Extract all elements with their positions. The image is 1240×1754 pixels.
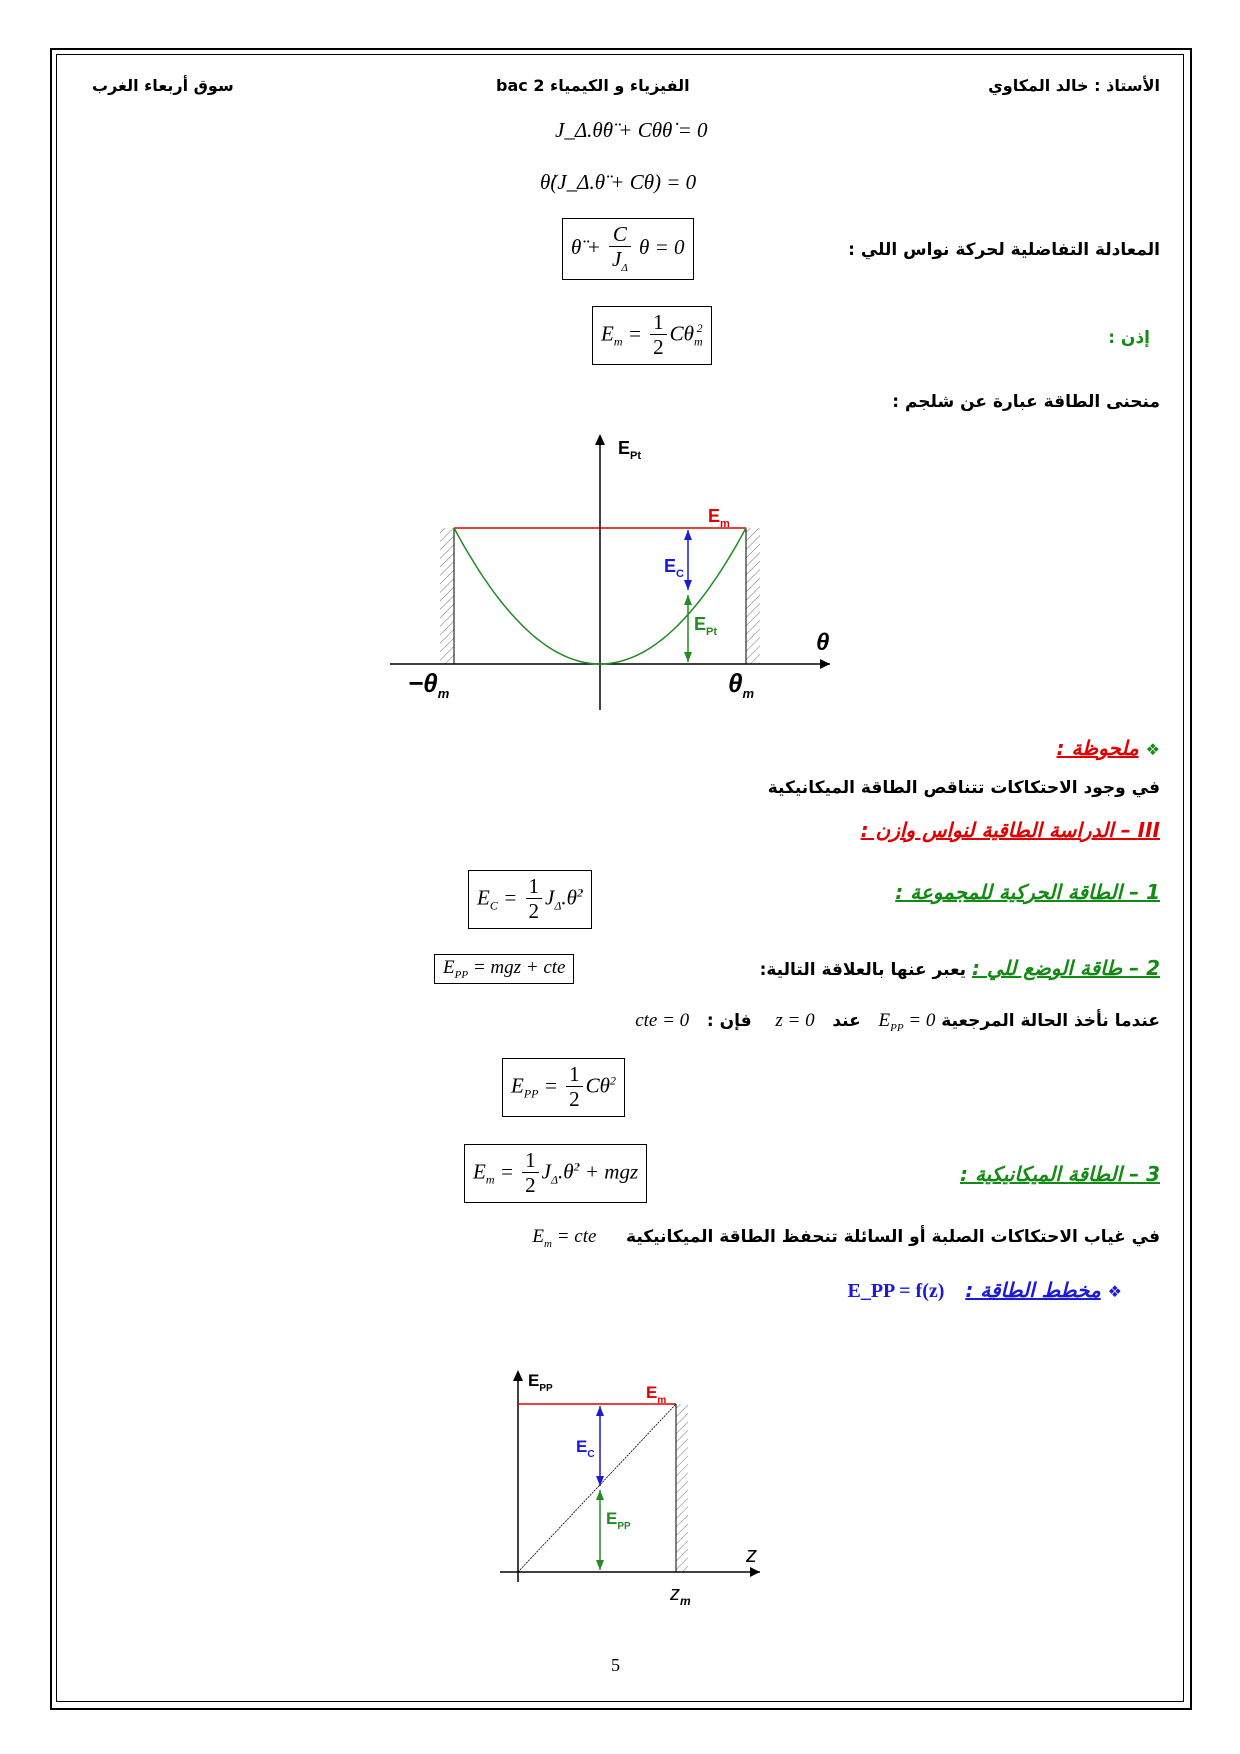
- x-axis-label: z: [746, 1542, 757, 1567]
- x-axis-arrow: [750, 1567, 760, 1577]
- left-wall-hatch: [440, 528, 454, 664]
- x-axis-label: θ: [816, 629, 830, 656]
- epp-arrow-head-top: [596, 1490, 604, 1500]
- ec-arrow-head-bottom: [684, 580, 692, 590]
- ec-arrow-head-bottom: [596, 1476, 604, 1486]
- y-axis-label: $E_{Pt}$: [618, 438, 642, 462]
- ept-label: $E_{Pt}$: [694, 614, 718, 638]
- y-axis-arrow: [595, 434, 605, 445]
- header-teacher: الأستاذ : خالد المكاوي: [988, 76, 1160, 95]
- ept-arrow-head-bottom: [684, 652, 692, 662]
- epp-label: $E_{PP}$: [606, 1509, 631, 1532]
- equation-2: θ̇(J_Δ.θ̈ + Cθ) = 0: [540, 170, 697, 194]
- neg-theta-m-label: $-\theta_m$: [408, 668, 450, 701]
- epp-line: [518, 1404, 676, 1572]
- kinetic-energy-title: 1 – الطاقة الحركية للمجموعة :: [895, 880, 1160, 904]
- curve-label: منحنى الطاقة عبارة عن شلجم :: [892, 392, 1160, 412]
- ept-arrow-head-top: [684, 595, 692, 605]
- x-axis-arrow: [820, 659, 830, 669]
- diamond-bullet-icon-2: ❖: [1107, 1282, 1122, 1301]
- note-text: في وجود الاحتكاكات تتناقص الطاقة الميكانيكية: [767, 778, 1160, 798]
- wall-hatch: [676, 1404, 688, 1572]
- kinetic-energy-box: $E_C$ = $\frac{1}{2}$ $J_\Delta.\thetȧ^2$: [468, 870, 592, 929]
- em-label: $E_m$: [646, 1383, 667, 1406]
- pos-theta-m-label: $\theta_m$: [728, 668, 755, 701]
- ec-arrow-head-top: [684, 530, 692, 540]
- right-wall-hatch: [746, 528, 760, 664]
- header-subject: الفيزياء و الكيمياء 2 bac: [496, 76, 690, 95]
- differential-equation-box: θ̈ + $\frac{C}{J_\Delta}$ θ = 0: [562, 218, 694, 280]
- ec-label: $E_C$: [576, 1437, 595, 1460]
- header-school: سوق أربعاء الغرب: [92, 76, 234, 95]
- y-axis-label: $E_{PP}$: [528, 1371, 553, 1394]
- potential-energy-torsion-box: $E_{PP}$ = $\frac{1}{2}$ $C\theta^2$: [502, 1058, 625, 1117]
- gravity-energy-plot: [470, 1368, 770, 1638]
- mechanical-energy-title: 3 – الطاقة الميكانيكية :: [960, 1162, 1160, 1186]
- conservation-text: في غياب الاحتكاكات الصلبة أو السائلة تنحفظ الطاقة الميكانيكية: [626, 1227, 1160, 1247]
- mechanical-energy-box-1: $E_m$ = $\frac{1}{2}$ $C\theta_m^2$: [592, 306, 712, 365]
- note-heading: [1057, 736, 1161, 760]
- energy-diagram-title: مخطط الطاقة :: [965, 1278, 1101, 1302]
- equation-1: J_Δ.θ̇θ̈ + Cθθ̇ = 0: [555, 118, 708, 142]
- potential-energy-title: 2 – طاقة الوضع للي :: [971, 956, 1160, 980]
- ec-label: $E_C$: [664, 556, 684, 580]
- so-label: إذن :: [1108, 328, 1150, 348]
- diamond-bullet-icon: ❖: [1145, 740, 1160, 759]
- section-3-title: III – الدراسة الطاقية لنواس وازن :: [860, 818, 1160, 842]
- mechanical-energy-box-2: $E_m$ = $\frac{1}{2}$ $J_\Delta.\thetȧ^2$ + mgz: [464, 1144, 647, 1203]
- zm-label: $z_m$: [670, 1583, 691, 1608]
- differential-equation-label: المعادلة التفاضلية لحركة نواس اللي :: [848, 240, 1160, 260]
- potential-energy-line: [760, 956, 1160, 980]
- ec-arrow-head-top: [596, 1406, 604, 1416]
- y-axis-arrow: [513, 1370, 523, 1381]
- note-title: ملحوظة :: [1056, 736, 1139, 760]
- energy-diagram-formula: E_PP = f(z): [847, 1280, 945, 1302]
- torsion-energy-plot: [390, 430, 850, 720]
- reference-condition: عندما نأخذ الحالة المرجعية $E_{PP} = 0$ عند z = 0 فإن : cte = 0: [635, 1010, 1160, 1034]
- conservation-line: في غياب الاحتكاكات الصلبة أو السائلة تنحفظ الطاقة الميكانيكية $E_m$ = cte: [532, 1226, 1160, 1250]
- page-number: 5: [611, 1655, 620, 1675]
- potential-energy-box: $E_{PP}$ = mgz + cte: [434, 954, 574, 984]
- potential-energy-note: يعبر عنها بالعلاقة التالية:: [759, 960, 967, 980]
- energy-diagram-heading: [847, 1278, 1122, 1303]
- em-label: $E_m$: [708, 506, 730, 530]
- epp-arrow-head-bottom: [596, 1560, 604, 1570]
